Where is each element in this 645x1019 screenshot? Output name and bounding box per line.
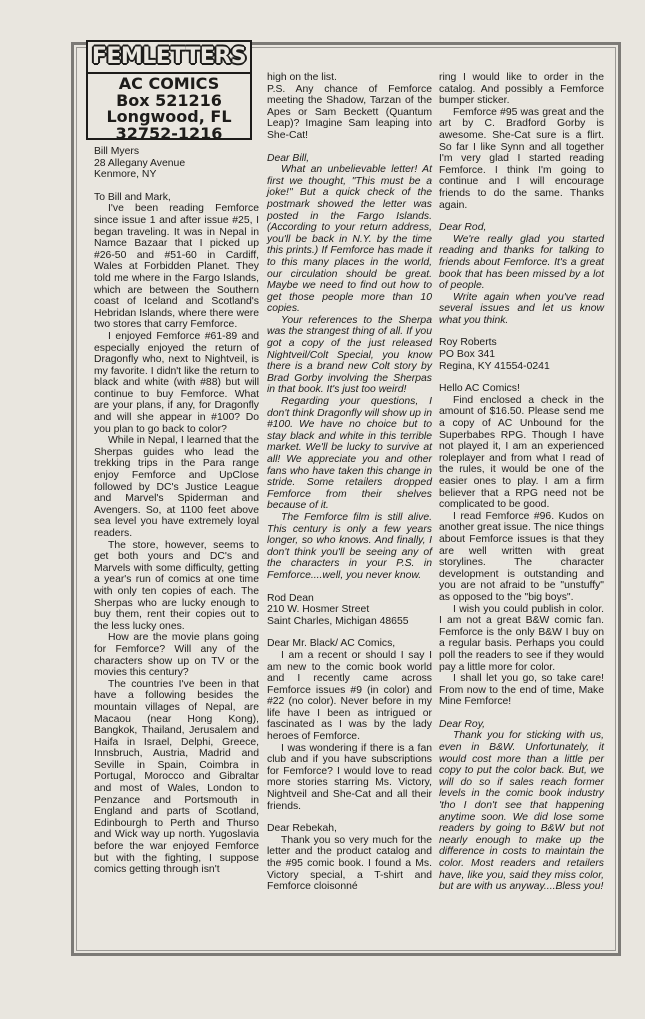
letter-sender-city: Kenmore, NY — [94, 169, 157, 181]
letter-sender-name: Bill Myers — [94, 146, 140, 157]
letter-paragraph: I was wondering if there is a fan club and if you have subscriptions for Femforce? I would love to read more stories starring Ms. Victory, Nightveil and She-Cat and all their friends. — [267, 742, 432, 812]
letters-column-2 — [267, 72, 432, 893]
letters-column-1 — [94, 146, 259, 876]
letter-salutation: Dear Rebekah, — [267, 823, 337, 835]
letter-paragraph: high on the list. — [267, 72, 337, 83]
po-box: Box 521216 — [116, 90, 222, 110]
letter-paragraph: Find enclosed a check in the amount of $16.50. Please send me a copy of AC Unbound for the Superbabes RPG. Though I have not played it, I am an experienced roleplayer and from what I read of the rules, it would be one of the easier ones to play. I am a firm believer that a RPG need not be complicated to be good. — [439, 394, 604, 511]
reply-salutation: Dear Bill, — [267, 152, 310, 164]
reply-paragraph: The Femforce film is still alive. This century is only a few years longer, so who knows. And finally, I don't think you'll be seeing any of the characters in your P.S. in Femforce....well, you never know. — [267, 511, 432, 581]
letter-paragraph: I shall let you go, so take care! From now to the end of time, Make Mine Femforce! — [439, 673, 604, 708]
letter-paragraph: I am a recent or should I say I am new to the comic book world and I recently came across Femforce issues #9 (in color) and #22 (no color). Never before in my life have I been as intrigued or fascinated as I was by the lady heroes of Femforce. — [267, 649, 432, 743]
letter-paragraph: I wish you could publish in color. I am not a great B&W comic fan. Femforce is the only B&W I buy on a regular basis. Perhaps you could poll the readers to see if they would pay a little more for color. — [439, 603, 604, 673]
letter-sender-name: Rod Dean — [267, 592, 314, 604]
letter-paragraph: How are the movie plans going for Femforce? Will any of the characters show up on TV or the movies this century? — [94, 632, 259, 679]
letter-sender-street: PO Box 341 — [439, 349, 496, 361]
letter-paragraph: Femforce #95 was great and the art by C. Bradford Gorby is awesome. She-Cat sure is a flirt. So far I like Synn and all together I'm very glad I started reading Femforce. I think I'm going to continue and I will encourage friends to do the same. Thanks again. — [439, 106, 604, 211]
zip-code: 32752-1216 — [115, 123, 223, 143]
letter-sender-city: Regina, KY 41554-0241 — [439, 360, 550, 372]
letter-paragraph: I've been reading Femforce since issue 1 and after issue #25, I began traveling. It was in Nepal in Namce Bazaar that I picked up #26-50 and #51-60 in Cardiff, Wales at Forbidden Planet. They told me where in the Fargo Islands, which are between the Southern coast of Iceland and Scotland's Hebridan Islands, where there were two stores that carry Femforce. — [94, 203, 259, 331]
reply-paragraph: Regarding your questions, I don't think Dragonfly will show up in #100. We have no choice but to stay black and white in this terrible market. We'll be lucky to survive at all! We appreciate you and other fans who have taken this change in stride. Some retailers dropped Femforce from their shelves because of it. — [267, 396, 432, 512]
letter-sender-city: Saint Charles, Michigan 48655 — [267, 615, 409, 627]
letter-sender-street: 28 Allegany Avenue — [94, 157, 186, 169]
reply-salutation: Dear Roy, — [439, 718, 486, 730]
reply-paragraph: Your references to the Sherpa was the strangest thing of all. If you got a copy of the just released Nightveil/Colt Special, you know there is a brand new Colt story by Brad Gorby involving the Sherpas in that book. It's just too weird! — [267, 314, 432, 396]
publisher-name: AC COMICS — [118, 74, 220, 93]
letter-paragraph: The store, however, seems to get both yours and DC's and Marvels with some difficulty, getting a year's run of comics at one time with only ten copies of each. The Sherpas who are lucky enough to buy them, rent their copies out to the less lucky ones. — [94, 539, 259, 632]
reply-paragraph: Write again when you've read several issues and let us know what you think. — [439, 291, 604, 326]
reply-paragraph: We're really glad you started reading and thanks for talking to friends about Femforce. It's a great book that has been missed by a lot of people. — [439, 233, 604, 292]
letter-paragraph: I read Femforce #96. Kudos on another great issue. The nice things about Femforce issues is that they are well written with great storylines. The character development is outstanding and you are not afraid to be "unstuffy" as opposed to the "big boys". — [439, 510, 605, 603]
letter-paragraph: Thank you so very much for the letter and the product catalog and the #95 comic book. I found a Ms. Victory special, a T-shirt and Femforce cloisonné — [267, 834, 432, 893]
letter-paragraph: ring I would like to order in the catalog. And possibly a Femforce bumper sticker. — [439, 72, 604, 107]
reply-paragraph: What an unbelievable letter! At first we thought, "This must be a joke!" But a quick check of the postmark showed the letter was posted in the Fargo Islands. (According to your return address, you'll be back in N.Y. by the time this prints.) If Femforce has made it to this many places in the world, our circulation should be great. Maybe we need to find out how to get those people more than 10 copies. — [267, 164, 432, 315]
letter-paragraph: The countries I've been in that have a following besides the mountain villages of Nepal, are Macaou (near Hong Kong), Bangkok, Thailand, Jerusalem and Haifa in Israel, Delphi, Greece, Innsbruch, Austria, Madrid and Seville in Spain, Coimbra in Portugal, Morocco and Gibraltar and most of Wales, London to Penzance and Portsmouth in England and parts of Scotland, Edinbourgh to Perth and Thurso and Wick way up north. Yugoslavia before the war enjoyed Femforce but with the fighting, I suppose comics getting through isn't — [94, 678, 259, 876]
letter-paragraph: While in Nepal, I learned that the Sherpas guides who lead the trekking trips in the Para range enjoy Femforce and UpClose followed by DC's Justice League and Marvel's Spiderman and Avengers. So, at 1100 feet above sea level you have extremely loyal readers. — [94, 435, 259, 539]
letter-salutation: Hello AC Comics! — [439, 383, 520, 395]
column-title: FEMLETTERS — [88, 42, 250, 74]
masthead-box — [86, 40, 252, 143]
letter-sender-name: Roy Roberts — [439, 337, 497, 349]
letter-salutation: Dear Mr. Black/ AC Comics, — [267, 638, 396, 650]
letter-postscript: P.S. Any chance of Femforce meeting the Shadow, Tarzan of the Apes or Sam Beckett (Quantum Leap)? Imagine Sam leaping into She-Cat! — [267, 83, 432, 141]
reply-paragraph: Thank you for sticking with us, even in B&W. Unfortunately, it would cost more than a little per copy to put the color back. But, we will do so if sales reach former levels in the comic book industry 'tho I don't see that happening anytime soon. We did lose some readers by going to B&W but not nearly enough to make up the difference in costs to maintain the color. Most readers and retailers have, like you, said they miss color, but are with us anyway....Bless you! — [439, 730, 604, 893]
letter-sender-street: 210 W. Hosmer Street — [267, 604, 370, 616]
city-state: Longwood, FL — [106, 107, 232, 126]
letter-paragraph: I enjoyed Femforce #61-89 and especially enjoyed the return of Dragonfly who, next to Nightveil, is my favorite. I didn't like the return to black and white (with #88) but will continue to buy Femforce. What are your plans, if any, for Dragonfly and will she appear in #100? Do you plan to go back to color? — [94, 330, 259, 435]
letters-column-3 — [439, 72, 604, 893]
reply-salutation: Dear Rod, — [439, 222, 487, 234]
letter-salutation: To Bill and Mark, — [94, 191, 171, 203]
